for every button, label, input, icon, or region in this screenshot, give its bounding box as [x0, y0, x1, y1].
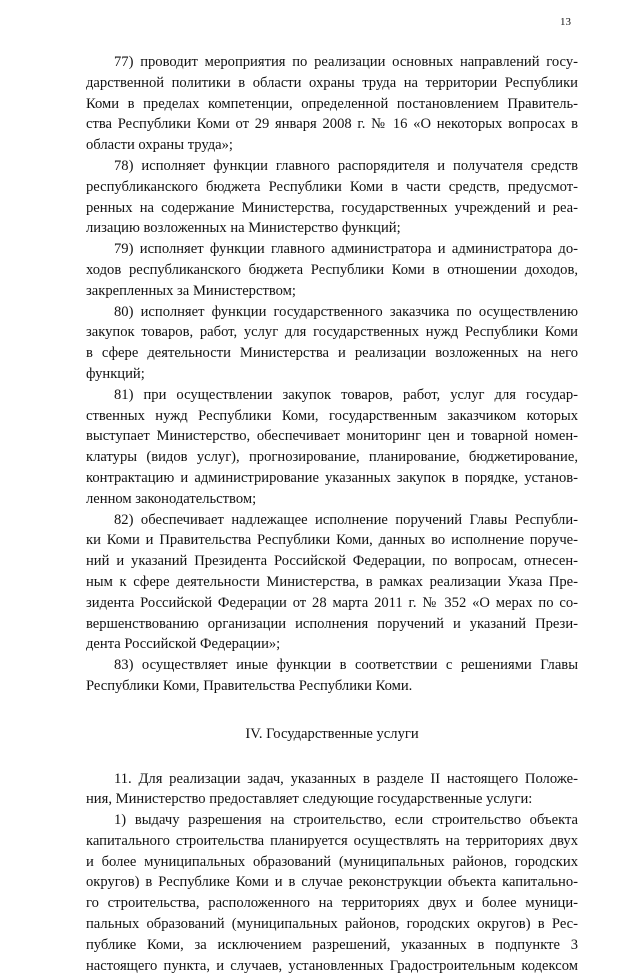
text-line: ным к сфере деятельности Министерства, в рамках реализации Указа Пре- — [86, 572, 578, 593]
text-line: контрактацию и администрирование указанных закупок в порядке, установ- — [86, 468, 578, 489]
function-item-paragraph — [86, 655, 578, 697]
text-line: округов) в Республике Коми и в случае реконструкции объекта капитально- — [86, 872, 578, 893]
text-line: 82) обеспечивает надлежащее исполнение поручений Главы Республи- — [86, 510, 578, 531]
text-line: Республики Коми, Правительства Республики Коми. — [86, 676, 578, 697]
text-line: 81) при осуществлении закупок товаров, работ, услуг для государ- — [86, 385, 578, 406]
text-line: пальных образований (муниципальных районов, городских округов) в Рес- — [86, 914, 578, 935]
text-line: ки Коми и Правительства Республики Коми, данных во исполнение поруче- — [86, 530, 578, 551]
text-line: ственных нужд Республики Коми, государственным заказчиком которых — [86, 406, 578, 427]
functions-list — [86, 52, 578, 697]
text-line: Коми в пределах компетенции, определенной постановлением Правитель- — [86, 94, 578, 115]
function-item-paragraph — [86, 510, 578, 656]
text-line: ства Республики Коми от 29 января 2008 г. № 16 «О некоторых вопросах в — [86, 114, 578, 135]
text-line: ходов республиканского бюджета Республики Коми в отношении доходов, — [86, 260, 578, 281]
text-line: 1) выдачу разрешения на строительство, если строительство объекта — [86, 810, 578, 831]
text-line: ний и указаний Президента Российской Федерации, по вопросам, отнесен- — [86, 551, 578, 572]
text-line: ленном законодательством; — [86, 489, 578, 510]
function-item-paragraph — [86, 302, 578, 385]
text-line: лизацию возложенных на Министерство функций; — [86, 218, 578, 239]
text-line: в сфере деятельности Министерства и реализации возложенных на него — [86, 343, 578, 364]
section-heading: IV. Государственные услуги — [86, 724, 578, 745]
text-line: выступает Министерство, обеспечивает мониторинг цен и товарной номен- — [86, 426, 578, 447]
page-number: 13 — [560, 16, 571, 28]
text-line: закупок товаров, работ, услуг для государственных нужд Республики Коми — [86, 322, 578, 343]
text-line: 83) осуществляет иные функции в соответствии с решениями Главы — [86, 655, 578, 676]
text-line: настоящего пункта, и случаев, установленных Градостроительным кодексом — [86, 956, 578, 976]
text-line: публике Коми, за исключением разрешений, указанных в подпункте 3 — [86, 935, 578, 956]
service-item-paragraph — [86, 769, 578, 811]
text-line: республиканского бюджета Республики Коми в части средств, предусмот- — [86, 177, 578, 198]
text-line: закрепленных за Министерством; — [86, 281, 578, 302]
text-line: клатуры (видов услуг), прогнозирование, планирование, бюджетирование, — [86, 447, 578, 468]
function-item-paragraph — [86, 156, 578, 239]
service-item-paragraph — [86, 810, 578, 976]
services-list — [86, 769, 578, 976]
text-line: дента Российской Федерации»; — [86, 634, 578, 655]
text-line: капитального строительства планируется осуществлять на территориях двух — [86, 831, 578, 852]
text-line: вершенствованию организации исполнения поручений и указаний Прези- — [86, 614, 578, 635]
text-line: функций; — [86, 364, 578, 385]
text-line: дарственной политики в области охраны труда на территории Республики — [86, 73, 578, 94]
text-line: области охраны труда»; — [86, 135, 578, 156]
text-line: и более муниципальных образований (муниципальных районов, городских — [86, 852, 578, 873]
function-item-paragraph — [86, 52, 578, 156]
text-line: 79) исполняет функции главного администратора и администратора до- — [86, 239, 578, 260]
text-line: го строительства, расположенного на территориях двух и более муници- — [86, 893, 578, 914]
text-line: 77) проводит мероприятия по реализации основных направлений госу- — [86, 52, 578, 73]
text-line: 78) исполняет функции главного распорядителя и получателя средств — [86, 156, 578, 177]
function-item-paragraph — [86, 239, 578, 301]
text-line: 80) исполняет функции государственного заказчика по осуществлению — [86, 302, 578, 323]
text-line: 11. Для реализации задач, указанных в разделе II настоящего Положе- — [86, 769, 578, 790]
text-line: ренных на содержание Министерства, государственных учреждений и реа- — [86, 198, 578, 219]
function-item-paragraph — [86, 385, 578, 510]
text-line: зидента Российской Федерации от 28 марта 2011 г. № 352 «О мерах по со- — [86, 593, 578, 614]
text-line: ния, Министерство предоставляет следующие государственные услуги: — [86, 789, 578, 810]
document-body — [86, 52, 578, 976]
